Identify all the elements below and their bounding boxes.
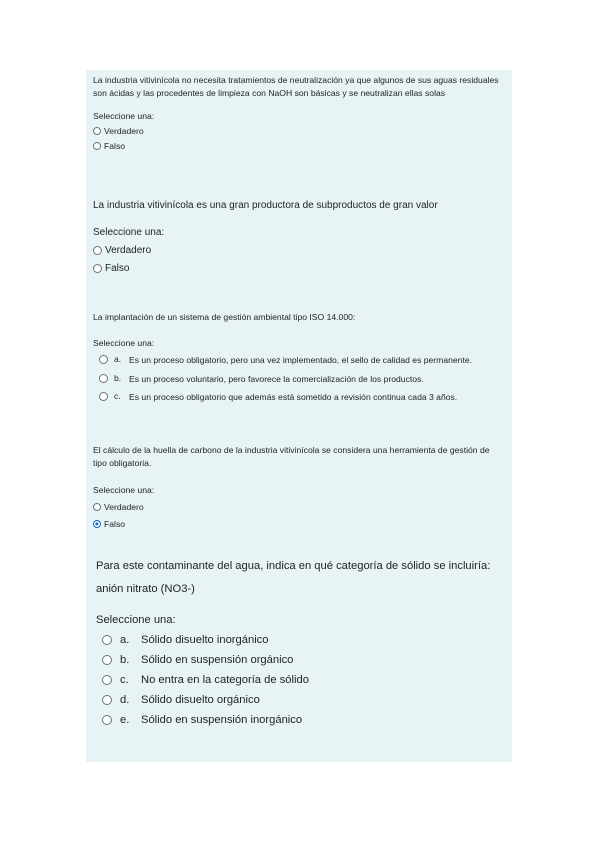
option-e[interactable] <box>96 714 512 726</box>
option-c[interactable] <box>96 674 512 686</box>
option-letter: c. <box>114 391 121 402</box>
option-verdadero[interactable] <box>93 502 512 512</box>
option-falso[interactable] <box>93 263 512 274</box>
option-label: Sólido disuelto inorgánico <box>141 634 269 646</box>
option-label: Falso <box>105 263 130 274</box>
option-letter: a. <box>114 354 122 364</box>
option-label: Es un proceso obligatorio, pero una vez implementado, el sello de calidad es permanente. <box>129 355 473 365</box>
radio-button[interactable] <box>102 695 112 705</box>
option-label: Verdadero <box>105 245 152 256</box>
radio-button[interactable] <box>99 392 108 401</box>
radio-button[interactable] <box>93 127 101 135</box>
select-one-prompt: Seleccione una: <box>93 111 155 122</box>
radio-button[interactable] <box>102 655 112 665</box>
option-a[interactable] <box>93 354 512 367</box>
radio-button[interactable] <box>93 246 102 255</box>
question-text: La industria vitivinícola no necesita tratamientos de neutralización ya que algunos de sus aguas residuales son ácidas y las procedentes de limpieza con NaOH son básicas y se neutralizan ellas solas <box>93 75 499 98</box>
option-letter: e. <box>120 714 130 726</box>
radio-button[interactable] <box>93 264 102 273</box>
question-text: Para este contaminante del agua, indica en qué categoría de sólido se incluiría: <box>96 560 491 572</box>
option-letter: a. <box>120 634 130 646</box>
option-label: No entra en la categoría de sólido <box>141 674 309 686</box>
radio-button[interactable] <box>102 675 112 685</box>
option-verdadero[interactable] <box>93 245 512 256</box>
radio-button[interactable] <box>99 355 108 364</box>
question-subtext: anión nitrato (NO3-) <box>96 583 195 595</box>
option-letter: b. <box>114 372 122 383</box>
radio-button[interactable] <box>93 142 101 150</box>
select-one-prompt: Seleccione una: <box>96 614 176 626</box>
question-3 <box>86 304 512 438</box>
option-label: Falso <box>104 519 126 530</box>
question-4 <box>86 438 512 552</box>
option-a[interactable] <box>96 634 512 646</box>
option-label: Es un proceso obligatorio que además está sometido a revisión continua cada 3 años. <box>129 392 458 403</box>
option-b[interactable] <box>93 373 512 386</box>
option-falso[interactable] <box>93 519 512 529</box>
option-b[interactable] <box>96 654 512 666</box>
option-letter: b. <box>120 654 130 666</box>
option-label: Verdadero <box>104 126 144 137</box>
radio-button-selected[interactable] <box>93 520 101 528</box>
select-one-prompt: Seleccione una: <box>93 227 165 238</box>
option-letter: c. <box>120 674 129 686</box>
option-verdadero[interactable] <box>93 126 512 136</box>
option-falso[interactable] <box>93 141 512 151</box>
option-c[interactable] <box>93 391 512 404</box>
question-text: La industria vitivinícola es una gran productora de subproductos de gran valor <box>93 200 438 211</box>
option-letter: d. <box>120 694 130 706</box>
option-label: Es un proceso voluntario, pero favorece la comercialización de los productos. <box>129 373 424 384</box>
radio-button[interactable] <box>102 715 112 725</box>
question-text: El cálculo de la huella de carbono de la industria vitivinícola se considera una herramienta de gestión de tipo obligatoria. <box>93 445 490 468</box>
option-label: Sólido en suspensión inorgánico <box>141 714 303 726</box>
option-label: Falso <box>104 141 126 152</box>
radio-button[interactable] <box>102 635 112 645</box>
question-2 <box>86 194 512 304</box>
option-label: Sólido en suspensión orgánico <box>141 654 294 666</box>
question-1 <box>86 70 512 194</box>
question-text: La implantación de un sistema de gestión ambiental tipo ISO 14.000: <box>93 312 356 322</box>
option-d[interactable] <box>96 694 512 706</box>
radio-button[interactable] <box>93 503 101 511</box>
select-one-prompt: Seleccione una: <box>93 338 155 348</box>
select-one-prompt: Seleccione una: <box>93 485 155 496</box>
radio-button[interactable] <box>99 374 108 383</box>
option-label: Sólido disuelto orgánico <box>141 694 260 706</box>
option-label: Verdadero <box>104 502 144 513</box>
question-5 <box>86 552 512 762</box>
